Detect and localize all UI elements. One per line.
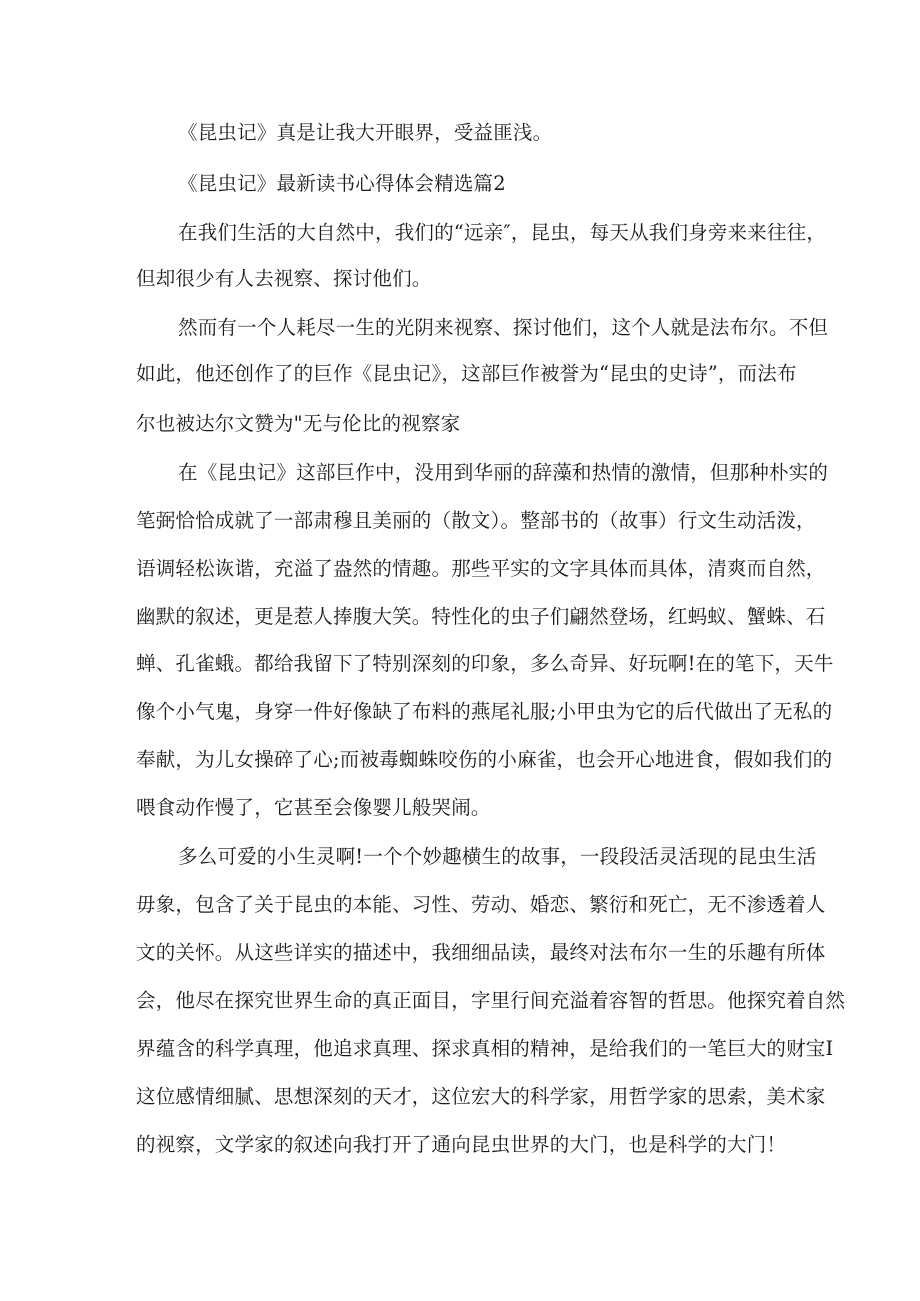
- paragraph-3-line-4: 幽默的叙述，更是惹人捧腹大笑。特性化的虫子们翩然登场，红蚂蚁、蟹蛛、石: [136, 605, 826, 628]
- paragraph-4-line-6: 这位感情细腻、思想深刻的天才，这位宏大的科学家，用哲学家的思索，美术家: [136, 1085, 826, 1108]
- paragraph-3-line-5: 蝉、孔雀蛾。都给我留下了特别深刻的印象，多么奇异、好玩啊!在的笔下，天牛: [136, 652, 834, 675]
- paragraph-4-line-5: 界蕴含的科学真理，他追求真理、探求真相的精神，是给我们的一笔巨大的财宝I: [136, 1037, 834, 1060]
- paragraph-3-line-8: 喂食动作慢了，它甚至会像婴儿般哭闹。: [136, 796, 491, 819]
- paragraph-3-line-3: 语调轻松诙谐，充溢了盎然的情趣。那些平实的文字具体而具体，清爽而自然，: [136, 557, 826, 580]
- paragraph-1-line-2: 但却很少有人去视察、探讨他们。: [136, 267, 432, 290]
- paragraph-3-line-6: 像个小气鬼，身穿一件好像缺了布料的燕尾礼服;小甲虫为它的后代做出了无私的: [136, 700, 833, 723]
- section-heading: 《昆虫记》最新读书心得体会精选篇2: [178, 172, 506, 195]
- paragraph-3-line-2: 笔弼恰恰成就了一部肃穆且美丽的（散文）。整部书的（故事）行文生动活泼，: [136, 509, 816, 532]
- paragraph-4-line-3: 文的关怀。从这些详实的描述中，我细细品读，最终对法布尔一生的乐趣有所体: [136, 941, 826, 964]
- paragraph-3-line-7: 奉献，为儿女操碎了心;而被毒蜘蛛咬伤的小麻雀，也会开心地进食，假如我们的: [136, 748, 833, 771]
- paragraph-3-line-1: 在《昆虫记》这部巨作中，没用到华丽的辞藻和热情的激情，但那种朴实的: [178, 461, 829, 484]
- paragraph-2-line-1: 然而有一个人耗尽一生的光阴来视察、探讨他们，这个人就是法布尔。不但: [178, 316, 829, 339]
- paragraph-4-line-1: 多么可爱的小生灵啊!一个个妙趣横生的故事，一段段活灵活现的昆虫生活: [178, 845, 817, 868]
- closing-sentence: 《昆虫记》真是让我大开眼界，受益匪浅。: [178, 121, 553, 144]
- paragraph-4-line-4: 会，他尽在探究世界生命的真正面目，字里行间充溢着容智的哲思。他探究着自然: [136, 989, 846, 1012]
- paragraph-2-line-3: 尔也被达尔文赞为"无与伦比的视察家: [136, 412, 461, 435]
- paragraph-1-line-1: 在我们生活的大自然中，我们的“远亲″，昆虫，每天从我们身旁来来往往，: [178, 221, 827, 244]
- paragraph-4-line-2: 毋象，包含了关于昆虫的本能、习性、劳动、婚恋、繁衍和死亡，无不渗透着人: [136, 893, 826, 916]
- paragraph-2-line-2: 如此，他还创作了的巨作《昆虫记》，这部巨作被誉为“昆虫的史诗”，而法布: [136, 362, 797, 385]
- paragraph-4-line-7: 的视察，文学家的叙述向我打开了通向昆虫世界的大门，也是科学的大门！: [136, 1133, 787, 1156]
